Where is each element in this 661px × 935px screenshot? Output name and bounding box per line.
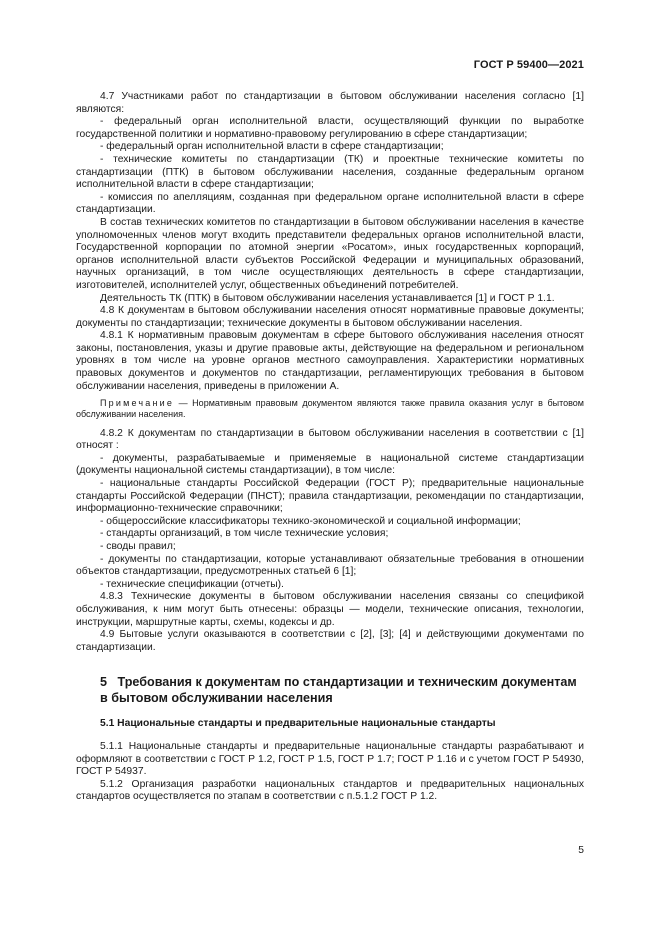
paragraph-4-9: 4.9 Бытовые услуги оказываются в соответствии с [2], [3]; [4] и действующими документами по стандартизации. <box>76 629 584 653</box>
list-item: - технические спецификации (отчеты). <box>100 578 284 590</box>
subsection-5-1-heading: 5.1 Национальные стандарты и предварительные национальные стандарты <box>100 718 496 730</box>
list-item: - своды правил; <box>100 541 176 552</box>
note-text: — Нормативным правовым документом являются также правила оказания услуг в бытовом обслуживании населения. <box>76 398 584 420</box>
paragraph-tk-activity: Деятельность ТК (ПТК) в бытовом обслуживании населения устанавливается [1] и ГОСТ Р 1.1. <box>100 292 555 304</box>
note <box>76 398 584 420</box>
section-number: 5 <box>100 675 108 690</box>
note-label: Примечание <box>100 398 175 409</box>
paragraph-4-8-2: 4.8.2 К документам по стандартизации в бытовом обслуживании населения в соответствии с [1] относят : <box>76 427 584 452</box>
list-item: - общероссийские классификаторы технико-экономической и социальной информации; <box>100 515 521 527</box>
list-item: - комиссия по апелляциям, созданная при федеральном органе исполнительной власти в сфере стандартизации. <box>76 191 584 216</box>
paragraph-5-1-1: 5.1.1 Национальные стандарты и предварительные национальные стандарты разрабатывают и оформляют в соответствии с ГОСТ Р 1.2, ГОСТ Р 1.5, ГОСТ Р 1.7; ГОСТ Р 1.16 и с учетом ГОСТ Р 54930, ГОСТ Р 54937. <box>76 740 584 778</box>
section-title-line1: Требования к документам по стандартизации и техническим документам <box>117 675 577 690</box>
list-item: - федеральный орган исполнительной власти, осуществляющий функции по выработке государственной политики и нормативно-правовому регулированию в сфере стандартизации; <box>76 116 584 140</box>
paragraph-tk-members: В состав технических комитетов по стандартизации в бытовом обслуживании населения в качестве уполномоченных членов могут входить представители федеральных органов исполнительной власти, Государственной корпорации по атомной энергии «Росатом», иных государственных корпораций, органов исполнительной власти субъектов Российской Федерации и муниципальных образований, научных организаций, в том числе осуществляющих деятельность в сфере стандартизации, изготовителей, исполнителей услуг, общественных объединений потребителей. <box>76 216 584 291</box>
paragraph-4-8-3: 4.8.3 Технические документы в бытовом обслуживании населения связаны со спецификой обслуживания, к ним могут быть отнесены: образцы — модели, технические описания, технологии, инструкции, маршрутные карты, схемы, кодексы и др. <box>76 591 584 628</box>
paragraph-4-8-1: 4.8.1 К нормативным правовым документам в сфере бытового обслуживания населения относят законы, постановления, указы и другие правовые акты, действующие на федеральном и региональном уровнях в том числе на уровне органов местного самоуправления. Характеристики нормативных правовых документов и документов по стандартизации, регламентирующих требования в бытовом обслуживании населения, приведены в приложении А. <box>76 330 584 392</box>
list-item: - документы по стандартизации, которые устанавливают обязательные требования в отношении объектов стандартизации, предусмотренных статьей 6 [1]; <box>76 553 584 578</box>
list-item: - документы, разрабатываемые и применяемые в национальной системе стандартизации (документы национальной системы стандартизации), в том числе: <box>76 452 584 477</box>
paragraph-4-7: 4.7 Участниками работ по стандартизации в бытовом обслуживании населения согласно [1] являются: <box>76 91 584 115</box>
list-item: - технические комитеты по стандартизации (ТК) и проектные технические комитеты по стандартизации (ПТК) в бытовом обслуживании населения, созданные федеральным органом исполнительной власти в сфере стандартизации; <box>76 153 584 191</box>
section-5-heading <box>76 675 584 706</box>
list-item: - национальные стандарты Российской Федерации (ГОСТ Р); предварительные национальные стандарты Российской Федерации (ПНСТ); правила стандартизации, рекомендации по стандартизации, информационно-технические справочники; <box>76 478 584 515</box>
document-id-header: ГОСТ Р 59400—2021 <box>473 59 584 71</box>
section-title-line2: в бытовом обслуживании населения <box>100 690 333 705</box>
list-item: - стандарты организаций, в том числе технические условия; <box>100 528 389 540</box>
page-content <box>76 91 584 804</box>
list-item: - федеральный орган исполнительной власти в сфере стандартизации; <box>100 141 444 153</box>
page-number: 5 <box>578 845 584 856</box>
paragraph-5-1-2: 5.1.2 Организация разработки национальных стандартов и предварительных национальных стандартов осуществляется по этапам в соответствии с п.5.1.2 ГОСТ Р 1.2. <box>76 778 584 803</box>
paragraph-4-8: 4.8 К документам в бытовом обслуживании населения относят нормативные правовые документы; документы по стандартизации; технические документы в бытовом обслуживании населения. <box>76 305 584 329</box>
